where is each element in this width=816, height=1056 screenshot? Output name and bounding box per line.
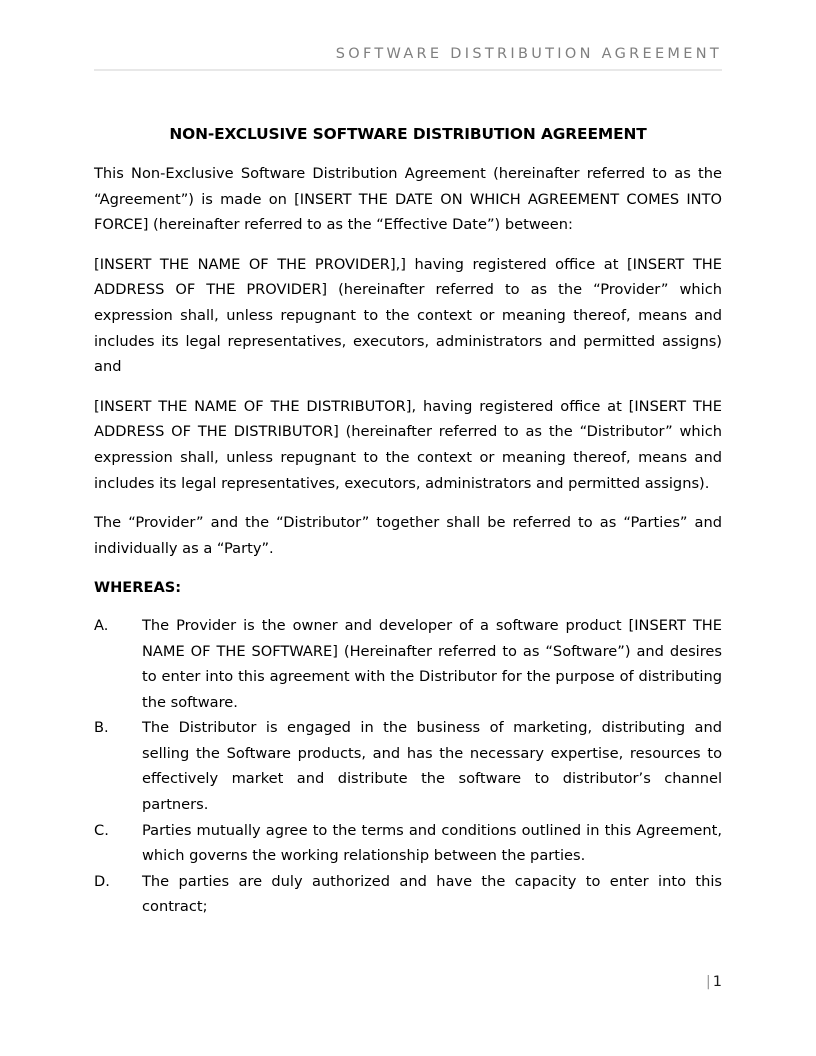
list-item bbox=[94, 715, 722, 817]
list-item-text: The Distributor is engaged in the business of marketing, distributing and selling the Software products, and has the necessary expertise, resources to effectively market and distribute the software to distributor’s channel partners. bbox=[142, 719, 722, 814]
page-footer bbox=[94, 972, 722, 992]
recitals-list bbox=[94, 613, 722, 920]
list-item bbox=[94, 818, 722, 869]
list-item-marker: D. bbox=[94, 872, 110, 890]
running-header-title: SOFTWARE DISTRIBUTION AGREEMENT bbox=[335, 46, 722, 62]
list-item-marker: C. bbox=[94, 821, 109, 839]
list-item bbox=[94, 613, 722, 715]
list-item-text: The parties are duly authorized and have the capacity to enter into this contract; bbox=[142, 872, 722, 916]
list-item-text: Parties mutually agree to the terms and conditions outlined in this Agreement, which governs the working relationship between the parties. bbox=[142, 821, 722, 865]
page-number: 1 bbox=[712, 974, 722, 990]
document-body bbox=[94, 123, 722, 920]
document-title: NON-EXCLUSIVE SOFTWARE DISTRIBUTION AGREEMENT bbox=[169, 125, 647, 143]
list-item bbox=[94, 869, 722, 920]
paragraph-parties: The “Provider” and the “Distributor” together shall be referred to as “Parties” and individually as a “Party”. bbox=[94, 514, 722, 557]
list-item-marker: A. bbox=[94, 616, 109, 634]
running-header bbox=[94, 44, 722, 71]
header-divider bbox=[94, 69, 722, 71]
paragraph-provider: [INSERT THE NAME OF THE PROVIDER],] having registered office at [INSERT THE ADDRESS OF THE PROVIDER] (hereinafter referred to as the “Provider” which expression shall, unless repugnant to the context or meaning thereof, means and includes its legal representatives, executors, administrators and permitted assigns) and bbox=[94, 255, 722, 376]
list-item-marker: B. bbox=[94, 719, 109, 737]
whereas-heading: WHEREAS: bbox=[94, 579, 182, 597]
page-number-separator: | bbox=[705, 974, 711, 990]
list-item-text: The Provider is the owner and developer of a software product [INSERT THE NAME OF THE SOFTWARE] (Hereinafter referred to as “Software”) and desires to enter into this agreement with the Distributor for the purpose of distributing the software. bbox=[142, 616, 722, 711]
paragraph-preamble: This Non-Exclusive Software Distribution Agreement (hereinafter referred to as the “Agreement”) is made on [INSERT THE DATE ON WHICH AGREEMENT COMES INTO FORCE] (hereinafter referred to as the “Effective Date”) between: bbox=[94, 165, 722, 234]
paragraph-distributor: [INSERT THE NAME OF THE DISTRIBUTOR], having registered office at [INSERT THE ADDRESS OF THE DISTRIBUTOR] (hereinafter referred to as the “Distributor” which expression shall, unless repugnant to the context or meaning thereof, means and includes its legal representatives, executors, administrators and permitted assigns). bbox=[94, 397, 722, 492]
